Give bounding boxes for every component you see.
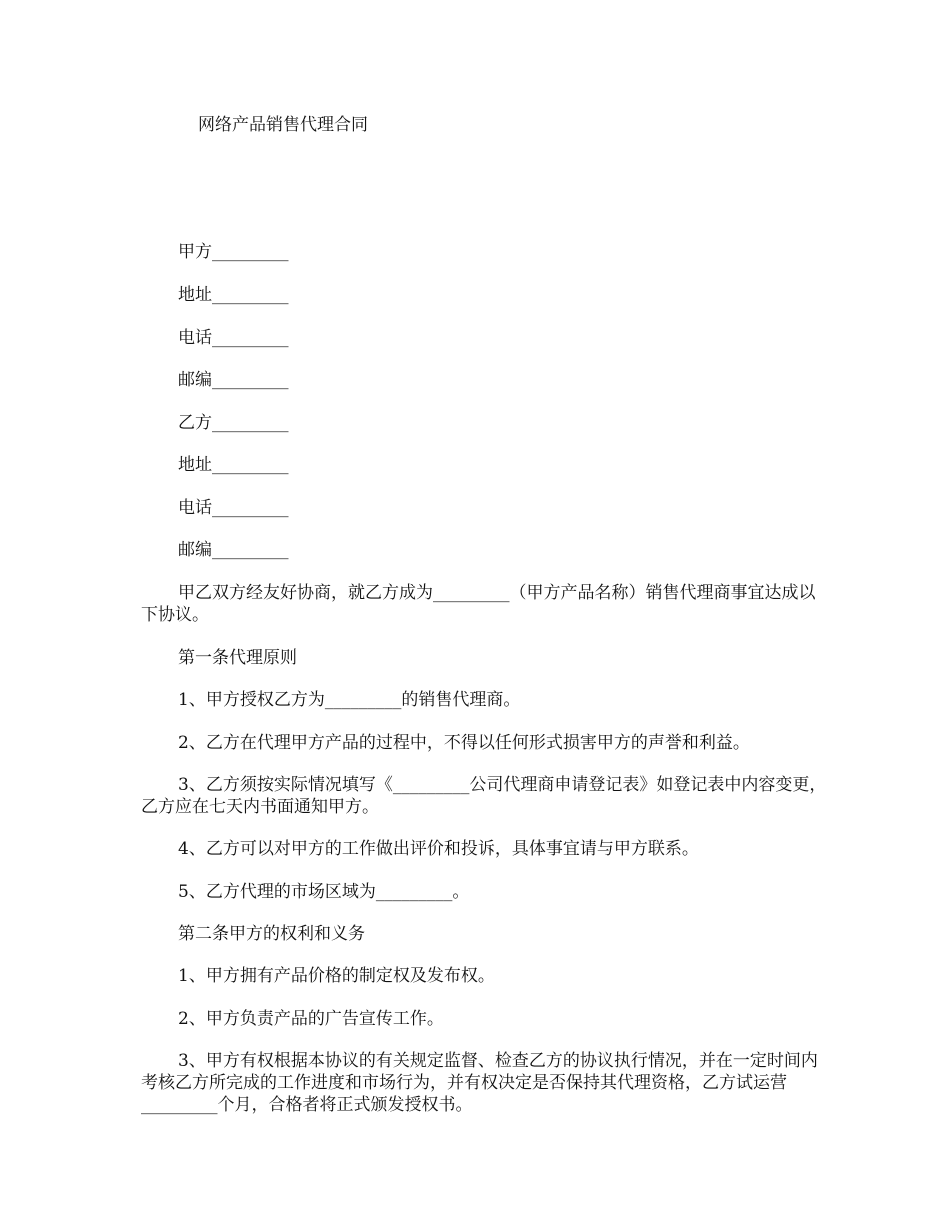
article-1-item-5: 5、乙方代理的市场区域为_________。 [178, 882, 470, 902]
party-b-address-line: 地址_________ [178, 455, 289, 475]
article-2-heading: 第二条甲方的权利和义务 [178, 924, 365, 944]
article-2-item-1: 1、甲方拥有产品价格的制定权及发布权。 [178, 966, 495, 986]
article-2-item-2: 2、甲方负责产品的广告宣传工作。 [178, 1009, 444, 1029]
article-1-heading: 第一条代理原则 [178, 648, 297, 668]
document-title: 网络产品销售代理合同 [198, 115, 368, 135]
intro-paragraph: 甲乙双方经友好协商，就乙方成为_________（甲方产品名称）销售代理商事宜达成以下协议。 [141, 583, 816, 625]
article-1-item-1: 1、甲方授权乙方为_________的销售代理商。 [178, 690, 521, 710]
party-b-name-line: 乙方_________ [178, 413, 289, 433]
party-a-address-line: 地址_________ [178, 285, 289, 305]
article-2-item-3: 3、甲方有权根据本协议的有关规定监督、检查乙方的协议执行情况，并在一定时间内考核乙方所完成的工作进度和市场行为，并有权决定是否保持其代理资格，乙方试运营_________个月，合格者将正式颁发授权书。 [141, 1051, 818, 1115]
party-a-postcode-line: 邮编_________ [178, 370, 289, 390]
party-b-phone-line: 电话_________ [178, 498, 289, 518]
article-1-item-2: 2、乙方在代理甲方产品的过程中，不得以任何形式损害甲方的声誉和利益。 [178, 733, 750, 753]
article-1-item-3: 3、乙方须按实际情况填写《_________公司代理商申请登记表》如登记表中内容变更，乙方应在七天内书面通知甲方。 [141, 775, 827, 817]
party-b-postcode-line: 邮编_________ [178, 540, 289, 560]
party-a-phone-line: 电话_________ [178, 328, 289, 348]
party-a-name-line: 甲方_________ [178, 242, 289, 262]
article-1-item-4: 4、乙方可以对甲方的工作做出评价和投诉，具体事宜请与甲方联系。 [178, 839, 699, 859]
